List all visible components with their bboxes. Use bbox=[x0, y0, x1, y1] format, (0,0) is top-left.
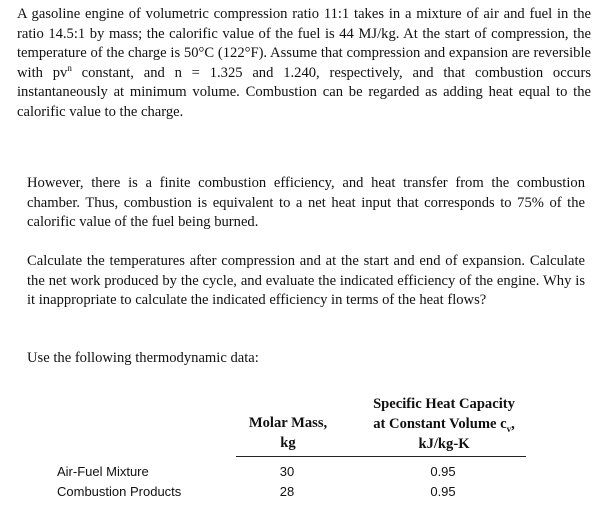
intro-lead-text: A gasoline engine of volumetric compression ratio 11:1 takes in a mixture of air and fuel in the ratio 14.5:1 by mass; the calorific value of the fuel is 44 MJ/kg. At the start of compression, the temperature of the charge is 50°C (122°F). Assume that compression and expansion are reversible with pv bbox=[17, 6, 591, 81]
polytropic-exponent: n bbox=[67, 62, 72, 73]
problem-paragraph-efficiency: However, there is a finite combustion efficiency, and heat transfer from the combustion chamber. Thus, combustion is equivalent to a net heat input that corresponds to 75% of the calorific value of the fuel being burned. bbox=[27, 175, 585, 230]
header-specific-heat bbox=[352, 394, 536, 454]
header-specific-heat-line3: kJ/kg-K bbox=[418, 436, 470, 452]
header-molar-mass-line2: kg bbox=[280, 435, 296, 451]
row-specific-heat: 0.95 bbox=[430, 484, 456, 499]
row-label: Combustion Products bbox=[57, 484, 182, 499]
row-label: Air-Fuel Mixture bbox=[57, 464, 149, 479]
row-specific-heat: 0.95 bbox=[430, 464, 456, 479]
row-molar-mass: 28 bbox=[279, 484, 295, 499]
problem-paragraph-tasks: Calculate the temperatures after compression and at the start and end of expansion. Calculate the net work produced by the cycle, and evaluate the indicated efficiency of the engine. Why is it inappropriate to calculate the indicated efficiency in terms of the heat flows? bbox=[27, 253, 585, 308]
header-specific-heat-line2-text: at Constant Volume c bbox=[373, 416, 507, 432]
header-specific-heat-subscript: v bbox=[506, 423, 512, 434]
intro-tail-text: constant, and n = 1.325 and 1.240, respectively, and that combustion occurs instantaneously at minimum volume. Combustion can be regarded as adding heat equal to the calorific value to the charge. bbox=[17, 64, 592, 120]
row-molar-mass: 30 bbox=[279, 464, 295, 479]
header-molar-mass bbox=[232, 413, 344, 453]
header-specific-heat-comma: , bbox=[511, 416, 515, 432]
header-molar-mass-line1: Molar Mass, bbox=[248, 415, 328, 431]
header-specific-heat-line2 bbox=[352, 414, 536, 434]
header-specific-heat-line1: Specific Heat Capacity bbox=[373, 396, 515, 412]
header-divider bbox=[236, 456, 526, 457]
problem-paragraph-data-intro: Use the following thermodynamic data: bbox=[27, 350, 259, 366]
